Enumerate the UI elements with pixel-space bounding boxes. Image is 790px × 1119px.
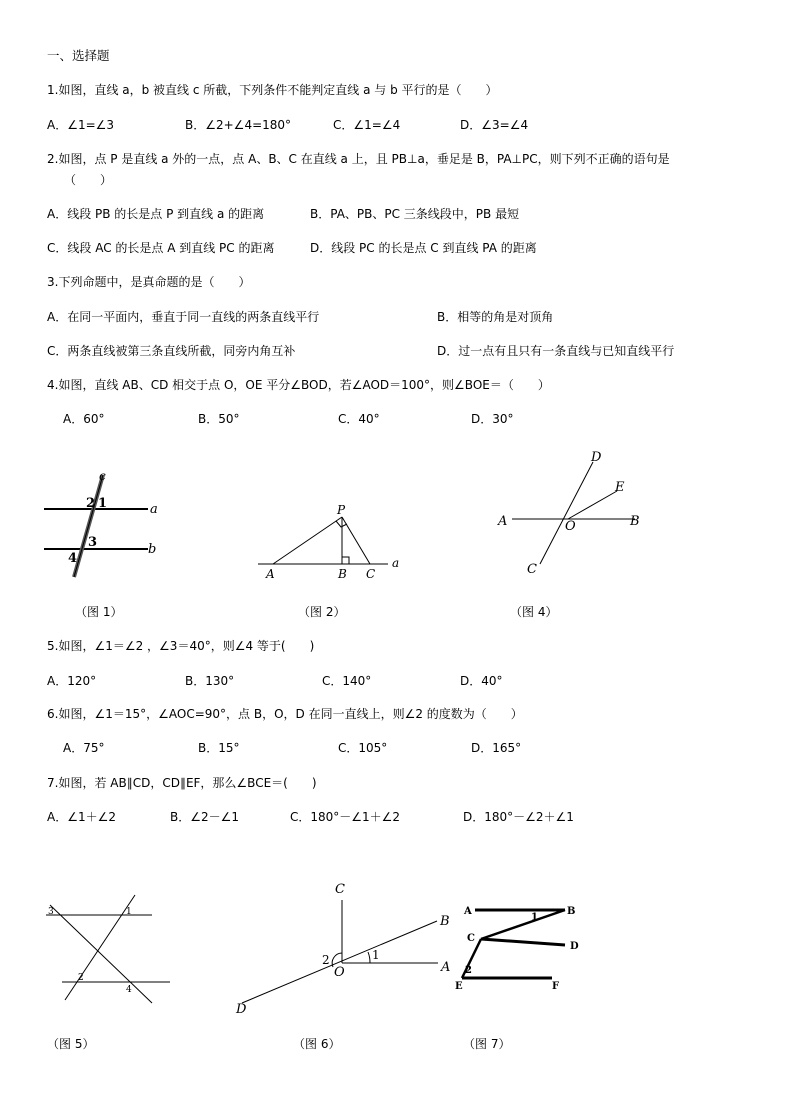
fig5-caption: （图 5） [47,1037,95,1051]
q1-option-d: D．∠3=∠4 [460,118,529,132]
q6-option-a: A．75° [63,741,105,755]
q1-option-b: B．∠2+∠4=180° [185,118,292,132]
fig5-label-3: 3 [48,907,54,917]
fig5-label-1: 1 [126,907,132,917]
q2-option-c: C．线段 AC 的长是点 A 到直线 PC 的距离 [47,241,275,255]
fig7-segment-cd [481,939,565,945]
fig6-label-c: C [335,882,345,897]
fig7-label-e: E [455,981,463,992]
fig6-label-a: A [441,960,451,975]
q6-option-d: D．165° [471,741,522,755]
fig2-caption: （图 2） [298,605,346,619]
figure-1 [40,465,170,585]
q7-stem: 7.如图，若 AB∥CD，CD∥EF，那么∠BCE＝( ) [47,776,317,790]
fig6-label-1: 1 [372,948,380,962]
fig1-label-b: b [148,542,157,557]
fig5-label-4: 4 [126,985,132,995]
fig7-label-b: B [567,906,576,917]
q6-option-c: C．105° [338,741,388,755]
fig4-label-a: A [498,514,508,529]
q5-option-a: A．120° [47,674,97,688]
q7-option-a: A．∠1＋∠2 [47,810,116,824]
fig1-label-3: 3 [88,535,98,550]
q4-stem: 4.如图，直线 AB、CD 相交于点 O，OE 平分∠BOD，若∠AOD＝100°，则∠BOE＝（ ） [47,378,550,392]
fig2-right-angle-b [342,557,349,564]
figure-6 [230,875,460,1020]
fig7-label-f: F [552,981,560,992]
q3-option-d: D．过一点有且只有一条直线与已知直线平行 [437,344,675,358]
fig7-label-2: 2 [465,965,472,976]
fig2-label-a-line: a [392,556,400,570]
fig5-transversal-left [50,905,152,1003]
fig7-segment-bc [481,910,565,939]
q2-option-b: B．PA、PB、PC 三条线段中，PB 最短 [310,207,520,221]
fig7-label-a: A [464,906,472,917]
fig1-label-4: 4 [68,551,78,566]
fig4-label-o: O [565,519,576,534]
q1-stem: 1.如图，直线 a，b 被直线 c 所截，下列条件不能判定直线 a 与 b 平行的是（ ） [47,83,498,97]
fig1-label-1: 1 [98,496,108,511]
fig7-caption: （图 7） [463,1037,511,1051]
q5-option-c: C．140° [322,674,372,688]
q5-stem: 5.如图，∠1＝∠2 ，∠3＝40°，则∠4 等于( ) [47,639,315,653]
fig1-caption: （图 1） [75,605,123,619]
fig4-caption: （图 4） [510,605,558,619]
q3-option-a: A．在同一平面内，垂直于同一直线的两条直线平行 [47,310,320,324]
fig7-label-1: 1 [531,912,538,923]
fig6-line-bd [242,921,437,1003]
q7-option-c: C．180°－∠1＋∠2 [290,810,401,824]
fig4-label-e: E [615,480,625,495]
q2-stem-continuation: （ ） [64,173,113,187]
q4-option-b: B．50° [198,412,240,426]
figure-2 [250,500,410,585]
section-title: 一、选择题 [47,48,110,63]
q1-option-a: A．∠1=∠3 [47,118,115,132]
figure-4 [490,445,660,585]
fig6-label-o: O [334,965,345,980]
fig1-label-a: a [150,502,158,517]
fig2-label-p: P [337,503,346,517]
q7-option-b: B．∠2－∠1 [170,810,240,824]
fig5-label-2: 2 [78,973,84,983]
q2-option-d: D．线段 PC 的长是点 C 到直线 PA 的距离 [310,241,537,255]
q6-stem: 6.如图，∠1＝15°，∠AOC=90°，点 B，O，D 在同一直线上，则∠2 的度数为（ ） [47,707,523,721]
fig7-label-c: C [467,933,475,944]
q1-option-c: C．∠1=∠4 [333,118,401,132]
q2-option-a: A．线段 PB 的长是点 P 到直线 a 的距离 [47,207,265,221]
q3-option-c: C．两条直线被第三条直线所截，同旁内角互补 [47,344,296,358]
fig4-label-c: C [527,562,537,577]
fig2-label-a-point: A [266,567,275,581]
q4-option-d: D．30° [471,412,514,426]
q4-option-c: C．40° [338,412,380,426]
q3-option-b: B．相等的角是对顶角 [437,310,554,324]
fig2-label-b: B [338,567,347,581]
fig4-label-b: B [630,514,640,529]
fig5-transversal-right [65,895,135,1000]
fig6-label-b: B [440,914,450,929]
fig2-label-c: C [366,567,376,581]
q7-option-d: D．180°－∠2＋∠1 [463,810,574,824]
fig4-label-d: D [591,450,602,465]
fig6-label-2: 2 [322,953,330,967]
q5-option-d: D．40° [460,674,503,688]
q2-stem: 2.如图，点 P 是直线 a 外的一点，点 A、B、C 在直线 a 上，且 PB⊥a，垂足是 B，PA⊥PC，则下列不正确的语句是 [47,152,670,166]
fig6-angle-1-arc [368,952,370,963]
figure-7 [455,895,595,1000]
fig1-label-c: c [99,469,106,483]
fig2-segment-pa [273,517,342,564]
fig7-label-d: D [570,941,579,952]
q5-option-b: B．130° [185,674,235,688]
fig1-label-2: 2 [86,496,96,511]
figure-5 [40,895,170,1010]
fig6-label-d: D [236,1002,247,1017]
fig6-caption: （图 6） [293,1037,341,1051]
fig4-line-cd [540,462,593,564]
q6-option-b: B．15° [198,741,240,755]
q4-option-a: A．60° [63,412,105,426]
q3-stem: 3.下列命题中，是真命题的是（ ） [47,275,251,289]
